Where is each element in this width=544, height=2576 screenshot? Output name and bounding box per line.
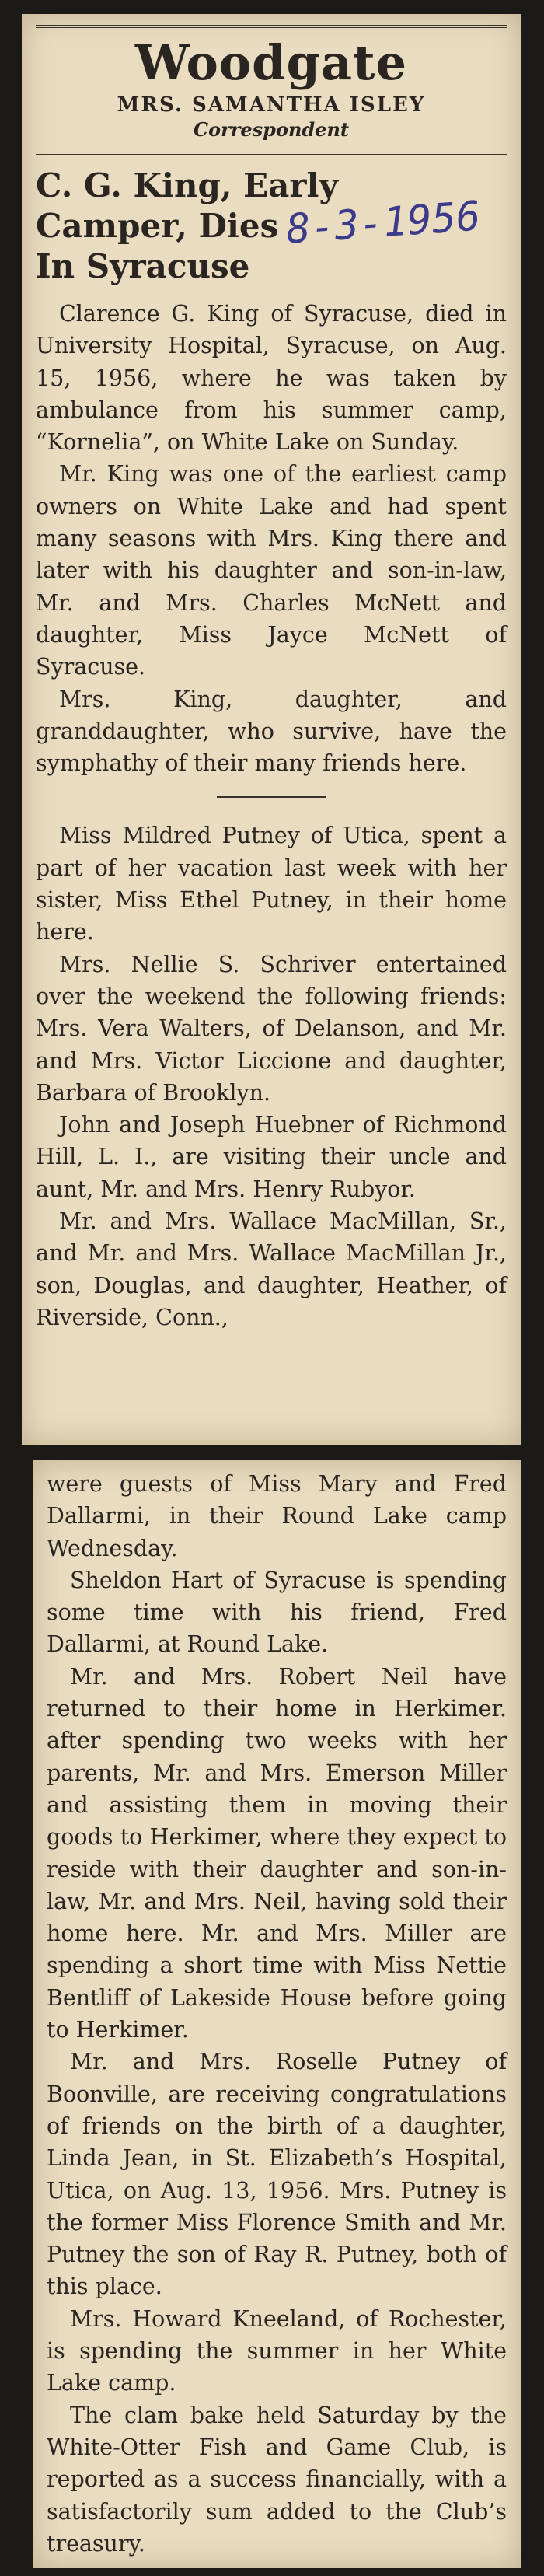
paragraph: Clarence G. King of Syracuse, died in University Hospital, Syracuse, on Aug. 15, 1956, where he was taken by ambulance from his summer camp, “Kornelia”, on White Lake on Sunday. bbox=[36, 301, 507, 456]
correspondent-name: MRS. SAMANTHA ISLEY bbox=[117, 93, 426, 117]
column-masthead bbox=[36, 25, 507, 155]
paragraph: were guests of Miss Mary and Fred Dallarmi, in their Round Lake camp Wednesday. bbox=[47, 1471, 507, 1561]
headline-line-1: C. G. King, Early bbox=[36, 166, 338, 204]
handwritten-date: 8-3-1956 bbox=[284, 193, 483, 253]
headline-line-3: In Syracuse bbox=[36, 247, 250, 285]
clipping-part-1 bbox=[22, 14, 521, 1445]
local-news-part-1 bbox=[36, 820, 507, 1333]
paragraph: Mr. and Mrs. Roselle Putney of Boonville, are receiving congratulations of friends on the birth of a daughter, Linda Jean, in St. Elizabeth’s Hospital, Utica, on Aug. 13, 1956. Mrs. Putney is the former Miss Florence Smith and Mr. Putney the son of Ray R. Putney, both of this place. bbox=[47, 2049, 507, 2300]
paragraph: Mrs. King, daughter, and granddaughter, who survive, have the symphathy of their many friends here. bbox=[36, 686, 507, 777]
paragraph: Mrs. Howard Kneeland, of Rochester, is spending the summer in her White Lake camp. bbox=[47, 2305, 507, 2396]
section-divider bbox=[217, 796, 326, 798]
paragraph: Mr. and Mrs. Robert Neil have returned to their home in Herkimer. after spending two weeks with her parents, Mr. and Mrs. Emerson Miller and assisting them in moving their goods to Herkimer, where they expect to reside with their daughter and son-in-law, Mr. and Mrs. Neil, having sold their home here. Mr. and Mrs. Miller are spending a short time with Miss Nettie Bentliff of Lakeside House before going to Herkimer. bbox=[47, 1663, 507, 2043]
headline-line-2: Camper, Dies bbox=[36, 207, 279, 245]
paragraph: Mrs. Nellie S. Schriver entertained over the weekend the following friends: Mrs. Vera Walters, of Delanson, and Mr. and Mrs. Victor Liccione and daughter, Barbara of Brooklyn. bbox=[36, 951, 507, 1106]
obituary-article bbox=[36, 298, 507, 779]
paragraph: John and Joseph Huebner of Richmond Hill, L. I., are visiting their uncle and aunt, Mr. and Mrs. Henry Rubyor. bbox=[36, 1112, 507, 1202]
correspondent-role: Correspondent bbox=[193, 118, 349, 141]
column-title: Woodgate bbox=[134, 34, 408, 91]
paragraph: The clam bake held Saturday by the White-Otter Fish and Game Club, is reported as a success financially, with a satisfactorily sum added to the Club’s treasury. bbox=[47, 2402, 507, 2557]
paragraph: Mr. and Mrs. Wallace MacMillan, Sr., and Mr. and Mrs. Wallace MacMillan Jr., son, Douglas, and daughter, Heather, of Riverside, Conn., bbox=[36, 1208, 507, 1330]
local-news-part-2 bbox=[47, 1468, 507, 2560]
paragraph: Sheldon Hart of Syracuse is spending some time with his friend, Fred Dallarmi, at Round Lake. bbox=[47, 1567, 507, 1658]
article-headline-block bbox=[36, 166, 507, 298]
paragraph: Miss Mildred Putney of Utica, spent a part of her vacation last week with her sister, Miss Ethel Putney, in their home here. bbox=[36, 823, 507, 945]
clipping-part-2 bbox=[33, 1460, 521, 2568]
paragraph: Mr. King was one of the earliest camp owners on White Lake and had spent many seasons with Mrs. King there and later with his daughter and son-in-law, Mr. and Mrs. Charles McNett and daughter, Miss Jayce McNett of Syracuse. bbox=[36, 461, 507, 680]
